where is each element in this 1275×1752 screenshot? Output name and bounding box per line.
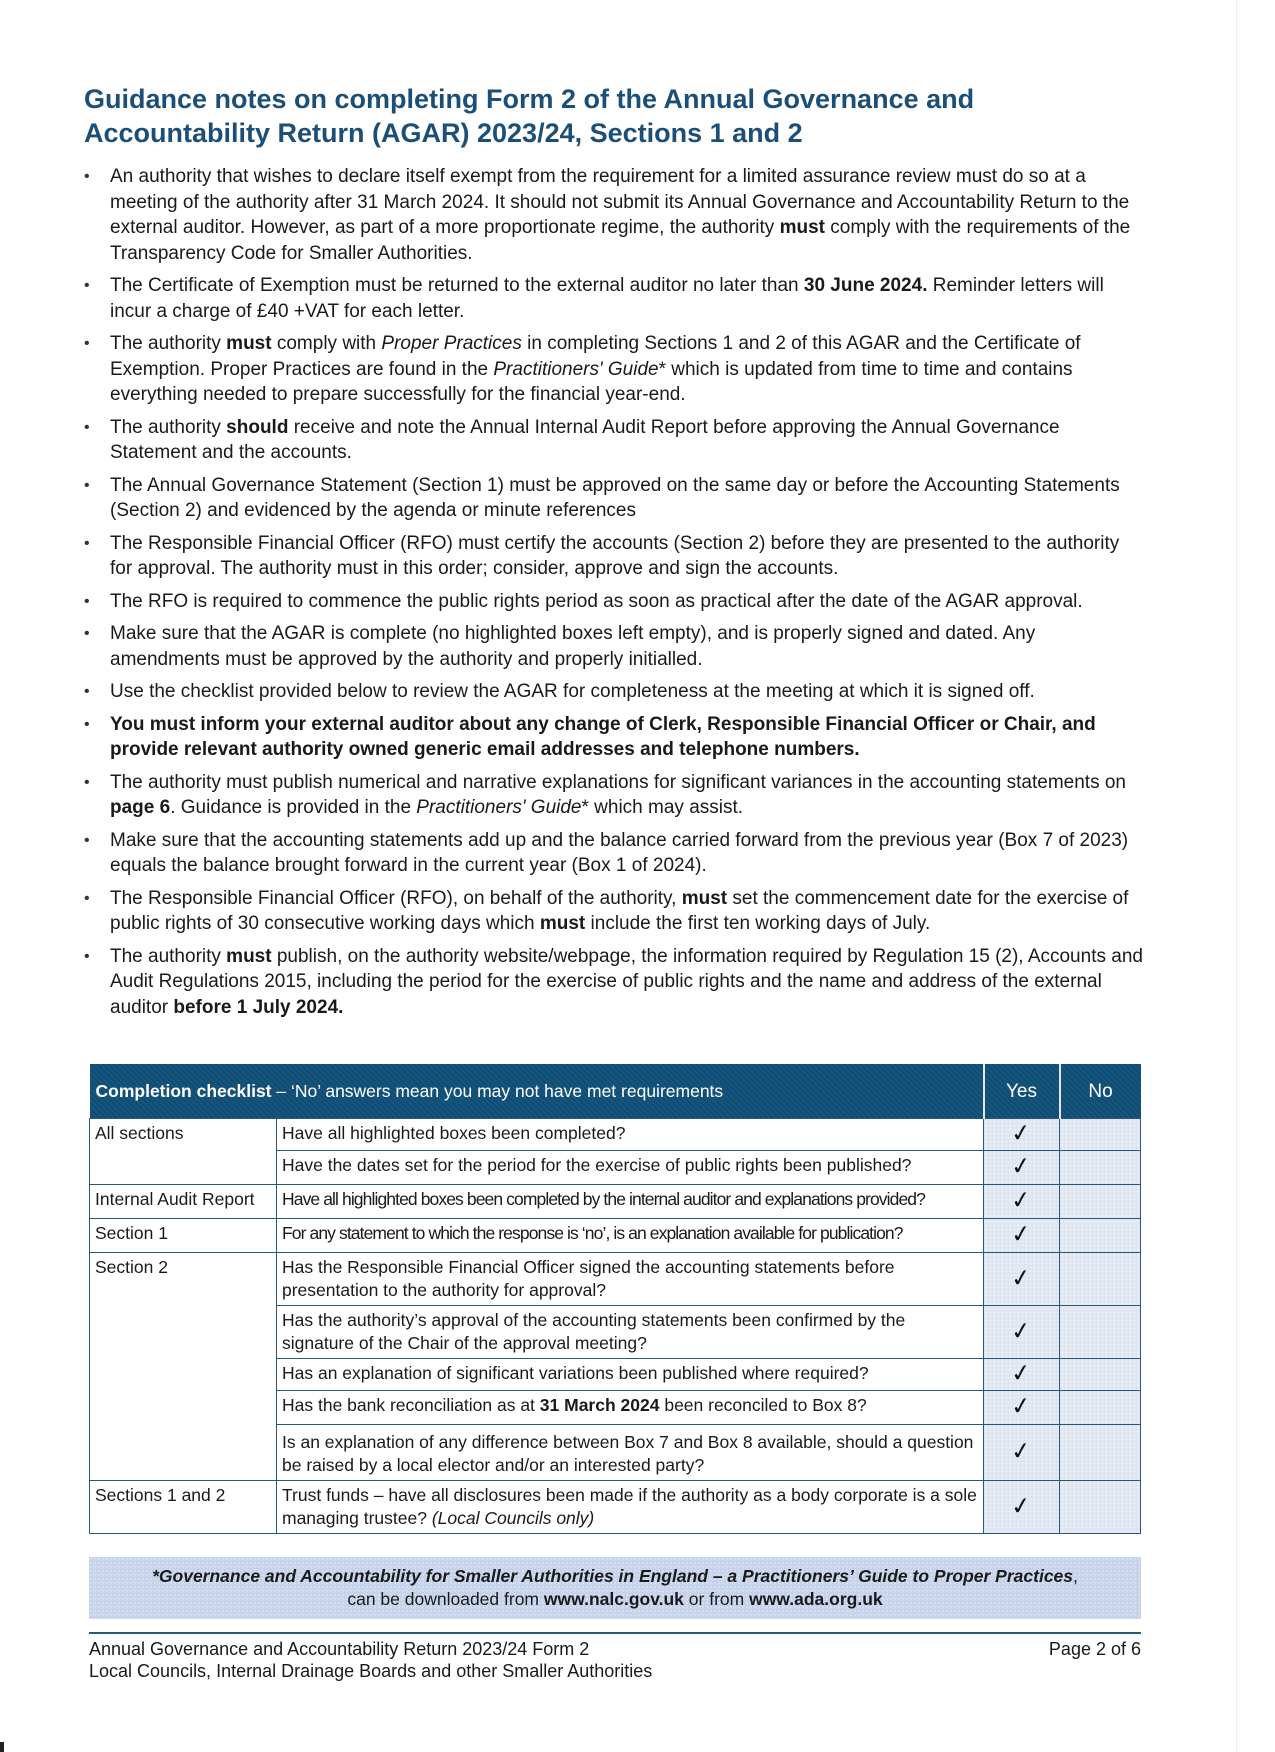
guidance-bullet: • The Annual Governance Statement (Section 1) must be approved on the same day or before the Accounting Statements (Section 2) and evidenced by the agenda or minute references [84,473,1144,524]
completion-checklist-table [89,1064,1141,1534]
yes-checkbox[interactable] [984,1151,1060,1185]
title-line-2: Accountability Return (AGAR) 2023/24, Sections 1 and 2 [84,118,803,148]
checklist-row [90,1219,1141,1253]
nalc-link[interactable]: www.nalc.gov.uk [543,1589,684,1609]
yes-checkbox[interactable] [984,1391,1060,1425]
section-label-internal-audit-report: Internal Audit Report [90,1185,277,1219]
checklist-title-bold: Completion checklist [95,1080,272,1101]
page-title [84,82,1084,150]
checkmark-icon: ✓ [1009,1218,1034,1250]
checklist-question: Have the dates set for the period for the exercise of public rights been published? [277,1151,984,1185]
no-checkbox[interactable] [1060,1151,1141,1185]
checklist-question: For any statement to which the response is ‘no’, is an explanation available for publication? [277,1219,984,1253]
practitioners-guide-footnote [89,1557,1141,1619]
footer-form-info [89,1638,652,1682]
guidance-bullet: • The Responsible Financial Officer (RFO) must certify the accounts (Section 2) before they are presented to the authority for approval. The authority must in this order; consider, approve and sign the accounts. [84,531,1144,582]
column-header-yes: Yes [984,1064,1060,1119]
title-line-1: Guidance notes on completing Form 2 of the Annual Governance and [84,84,975,114]
guidance-bullet: • Make sure that the accounting statements add up and the balance carried forward from the previous year (Box 7 of 2023) equals the balance brought forward in the current year (Box 1 of 2024). [84,828,1144,879]
no-checkbox[interactable] [1060,1359,1141,1391]
scan-artifact [0,1742,4,1752]
checklist-header-row [90,1064,1141,1119]
no-checkbox[interactable] [1060,1391,1141,1425]
yes-checkbox[interactable] [984,1359,1060,1391]
no-checkbox[interactable] [1060,1219,1141,1253]
no-checkbox[interactable] [1060,1119,1141,1151]
checkmark-icon: ✓ [1009,1390,1034,1422]
checkmark-icon: ✓ [1009,1315,1034,1346]
yes-checkbox[interactable] [984,1185,1060,1219]
guidance-bullet: • You must inform your external auditor about any change of Clerk, Responsible Financial Officer or Chair, and provide relevant authority owned generic email addresses and telephone numbers. [84,712,1144,763]
page-number: Page 2 of 6 [1048,1639,1141,1659]
checkmark-icon: ✓ [1009,1262,1034,1293]
guidance-bullet: • The authority must publish, on the authority website/webpage, the information required by Regulation 15 (2), Accounts and Audit Regulations 2015, including the period for the exercise of public rights and the name and address of the external auditor before 1 July 2024. [84,944,1144,1021]
guidance-bullet: • The authority must publish numerical and narrative explanations for significant variances in the accounting statements on page 6. Guidance is provided in the Practitioners' Guide* which may assist. [84,770,1144,821]
checklist-question: Has the authority’s approval of the accounting statements been confirmed by the signature of the Chair of the approval meeting? [277,1306,984,1359]
footer-form-audience: Local Councils, Internal Drainage Boards and other Smaller Authorities [89,1661,653,1681]
checklist-row [90,1119,1141,1151]
section-label-section-2: Section 2 [90,1253,277,1481]
yes-checkbox[interactable] [984,1425,1060,1481]
checklist-question: Has the bank reconciliation as at 31 March 2024 been reconciled to Box 8? [277,1391,984,1425]
yes-checkbox[interactable] [984,1253,1060,1306]
checklist-question: Have all highlighted boxes been completed by the internal auditor and explanations provided? [277,1185,984,1219]
no-checkbox[interactable] [1060,1481,1141,1534]
checkmark-icon: ✓ [1009,1435,1034,1467]
checklist-row [90,1185,1141,1219]
guidance-bullet: • The Certificate of Exemption must be returned to the external auditor no later than 30 June 2024. Reminder letters will incur a charge of £40 +VAT for each letter. [84,273,1144,324]
ada-link[interactable]: www.ada.org.uk [749,1589,883,1609]
checklist-question: Have all highlighted boxes been completed? [277,1119,984,1151]
footnote-line-2: can be downloaded from www.nalc.gov.uk or from www.ada.org.uk [347,1589,883,1609]
scan-edge [1236,0,1237,1752]
guidance-bullet-list [84,164,1144,1027]
checklist-row [90,1253,1141,1306]
footnote-line-1: *Governance and Accountability for Smaller Authorities in England – a Practitioners’ Guide to Proper Practices, [152,1566,1078,1586]
checkmark-icon: ✓ [1009,1117,1034,1149]
no-checkbox[interactable] [1060,1253,1141,1306]
yes-checkbox[interactable] [984,1481,1060,1534]
checklist-row [90,1481,1141,1534]
guidance-bullet: • Use the checklist provided below to review the AGAR for completeness at the meeting at which it is signed off. [84,679,1144,705]
guidance-bullet: • Make sure that the AGAR is complete (no highlighted boxes left empty), and is properly signed and dated. Any amendments must be approved by the authority and properly initialled. [84,621,1144,672]
guidance-bullet: • The RFO is required to commence the public rights period as soon as practical after the date of the AGAR approval. [84,589,1144,615]
guidance-bullet: • An authority that wishes to declare itself exempt from the requirement for a limited assurance review must do so at a meeting of the authority after 31 March 2024. It should not submit its Annual Governance and Accountability Return to the external auditor. However, as part of a more proportionate regime, the authority must comply with the requirements of the Transparency Code for Smaller Authorities. [84,164,1144,266]
yes-checkbox[interactable] [984,1306,1060,1359]
no-checkbox[interactable] [1060,1185,1141,1219]
checklist-question: Is an explanation of any difference between Box 7 and Box 8 available, should a question be raised by a local elector and/or an interested party? [277,1425,984,1481]
no-checkbox[interactable] [1060,1425,1141,1481]
no-checkbox[interactable] [1060,1306,1141,1359]
guidance-bullet: • The Responsible Financial Officer (RFO), on behalf of the authority, must set the commencement date for the exercise of public rights of 30 consecutive working days which must include the first ten working days of July. [84,886,1144,937]
checklist-question: Trust funds – have all disclosures been made if the authority as a body corporate is a sole managing trustee? (Local Councils only) [277,1481,984,1534]
section-label-section-1: Section 1 [90,1219,277,1253]
guidance-bullet: • The authority should receive and note the Annual Internal Audit Report before approving the Annual Governance Statement and the accounts. [84,415,1144,466]
checklist-question: Has an explanation of significant variations been published where required? [277,1359,984,1391]
checklist-title [90,1064,984,1119]
footer-divider [89,1632,1141,1634]
checkmark-icon: ✓ [1009,1357,1034,1389]
guidance-bullet: • The authority must comply with Proper Practices in completing Sections 1 and 2 of this AGAR and the Certificate of Exemption. Proper Practices are found in the Practitioners' Guide* which is updated from time to time and contains everything needed to prepare successfully for the financial year-end. [84,331,1144,408]
checklist-question: Has the Responsible Financial Officer signed the accounting statements before presentation to the authority for approval? [277,1253,984,1306]
checkmark-icon: ✓ [1009,1490,1034,1521]
section-label-sections-1-and-2: Sections 1 and 2 [90,1481,277,1534]
footer-form-title: Annual Governance and Accountability Return 2023/24 Form 2 [89,1639,590,1659]
checklist-title-rest: – ‘No’ answers mean you may not have met requirements [271,1080,724,1101]
column-header-no: No [1060,1064,1141,1119]
checkmark-icon: ✓ [1009,1150,1034,1182]
yes-checkbox[interactable] [984,1219,1060,1253]
checkmark-icon: ✓ [1009,1184,1034,1216]
section-label-all-sections: All sections [90,1119,277,1185]
yes-checkbox[interactable] [984,1119,1060,1151]
